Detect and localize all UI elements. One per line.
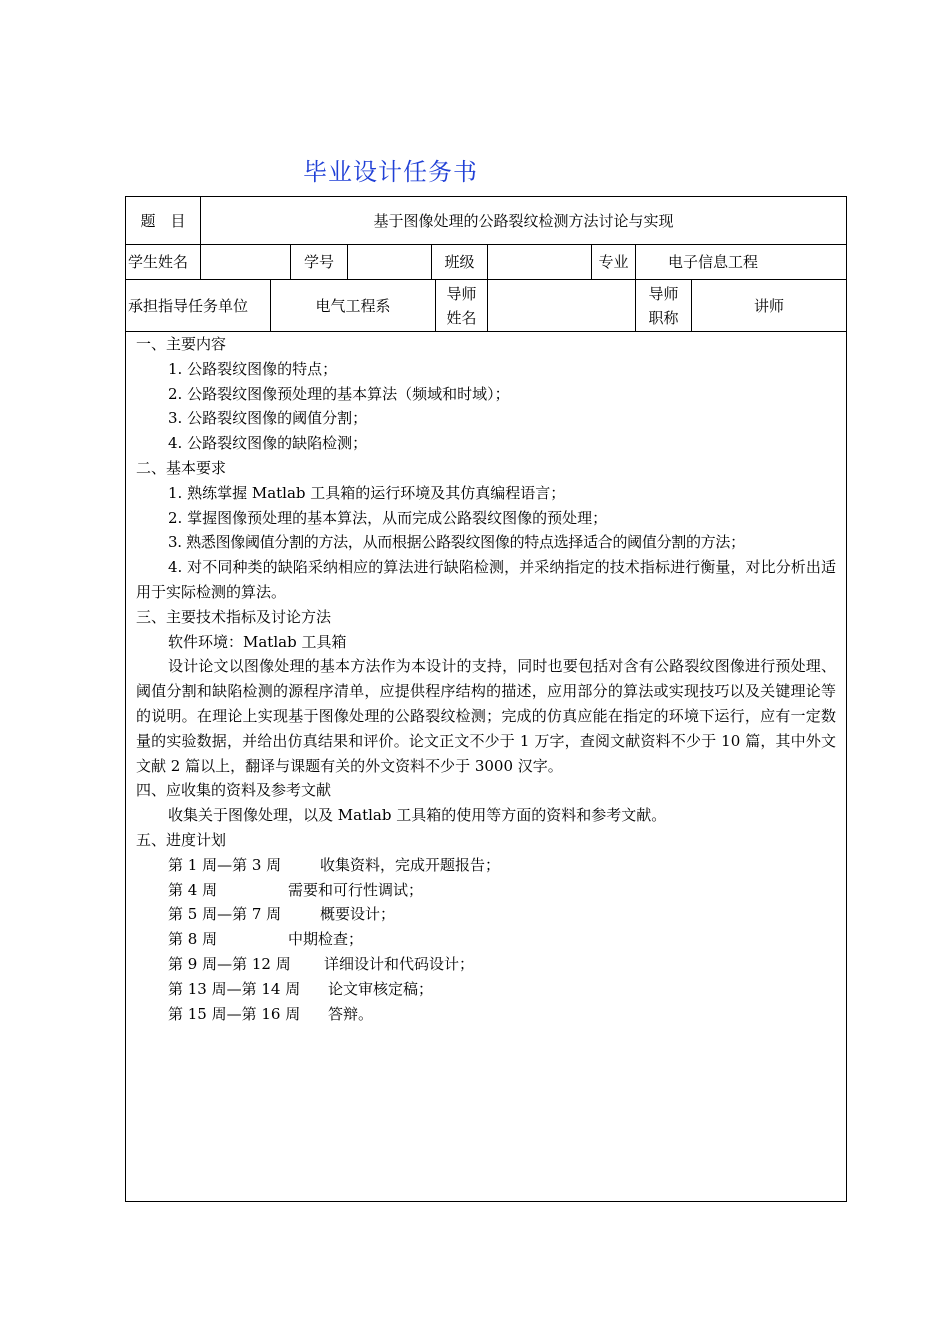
student-name-label: 学生姓名 (126, 245, 201, 279)
schedule-task: 答辩。 (328, 1004, 374, 1023)
schedule-row (136, 878, 836, 903)
schedule-row (136, 853, 836, 878)
section-heading: 三、主要技术指标及讨论方法 (136, 607, 332, 626)
schedule-week: 第 9 周—第 12 周 (168, 954, 291, 973)
student-id-value[interactable] (348, 245, 432, 279)
schedule-task: 中期检查； (288, 930, 364, 949)
list-item: 4. 对不同种类的缺陷采纳相应的算法进行缺陷检测，并采纳指定的技术指标进行衡量，对比分析出适用于实际检测的算法。 (136, 558, 836, 601)
advisor-title-value: 讲师 (753, 296, 784, 315)
list-item: 1. 熟练掌握 Matlab 工具箱的运行环境及其仿真编程语言； (168, 483, 566, 502)
section-heading: 五、进度计划 (136, 830, 227, 849)
schedule-week: 第 4 周 (168, 880, 218, 899)
references-text: 收集关于图像处理，以及 Matlab 工具箱的使用等方面的资料和参考文献。 (168, 806, 667, 825)
advisor-title-label: 导师 职称 (636, 280, 692, 331)
student-name-value[interactable] (201, 245, 291, 279)
advisor-name-label: 导师 姓名 (436, 280, 488, 331)
schedule-week: 第 8 周 (168, 930, 218, 949)
section-heading: 二、基本要求 (136, 458, 227, 477)
student-id-label: 学号 (291, 245, 348, 279)
list-item: 4. 公路裂纹图像的缺陷检测； (168, 434, 368, 453)
list-item: 3. 公路裂纹图像的阈值分割； (168, 409, 368, 428)
design-paragraph: 设计论文以图像处理的基本方法作为本设计的支持，同时也要包括对含有公路裂纹图像进行预处理、阈值分割和缺陷检测的源程序清单，应提供程序结构的描述，应用部分的算法或实现技巧以及关键理论等的说明。在理论上实现基于图像处理的公路裂纹检测；完成的仿真应能在指定的环境下运行，应有一定数量的实验数据，并给出仿真结果和评价。论文正文不少于 1 万字，查阅文献资料不少于 10 篇，其中外文文献 2 篇以上，翻译与课题有关的外文资料不少于 3000 汉字。 (136, 657, 836, 775)
task-content (126, 332, 846, 1201)
task-form-table (125, 196, 847, 1202)
schedule-row (136, 927, 836, 952)
schedule-week: 第 13 周—第 14 周 (168, 979, 301, 998)
software-environment: 软件环境：Matlab 工具箱 (168, 632, 347, 651)
schedule-task: 需要和可行性调试； (288, 880, 424, 899)
schedule-task: 概要设计； (320, 905, 396, 924)
section-heading: 四、应收集的资料及参考文献 (136, 781, 332, 800)
unit-value: 电气工程系 (271, 280, 436, 331)
section-heading: 一、主要内容 (136, 335, 227, 353)
topic-label: 题 目 (126, 197, 201, 244)
class-label: 班级 (432, 245, 488, 279)
schedule-row (136, 902, 836, 927)
schedule-week: 第 5 周—第 7 周 (168, 905, 282, 924)
schedule-row (136, 977, 836, 1002)
topic-row (126, 197, 846, 245)
student-row (126, 245, 846, 280)
unit-label: 承担指导任务单位 (126, 280, 271, 331)
list-item: 2. 掌握图像预处理的基本算法，从而完成公路裂纹图像的预处理； (168, 508, 608, 527)
topic-value: 基于图像处理的公路裂纹检测方法讨论与实现 (373, 211, 674, 230)
advisor-row (126, 280, 846, 332)
schedule-task: 收集资料，完成开题报告； (320, 855, 501, 874)
major-value: 电子信息工程 (668, 253, 759, 271)
list-item: 1. 公路裂纹图像的特点； (168, 359, 338, 378)
schedule-task: 论文审核定稿； (328, 979, 434, 998)
schedule-task: 详细设计和代码设计； (324, 954, 475, 973)
list-item: 3. 熟悉图像阈值分割的方法，从而根据公路裂纹图像的特点选择适合的阈值分割的方法； (168, 533, 745, 552)
major-label: 专业 (592, 245, 636, 279)
page-title: 毕业设计任务书 (303, 158, 478, 186)
schedule-week: 第 15 周—第 16 周 (168, 1004, 301, 1023)
class-value[interactable] (488, 245, 592, 279)
schedule-row (136, 952, 836, 977)
schedule-week: 第 1 周—第 3 周 (168, 855, 282, 874)
schedule-row (136, 1002, 836, 1027)
list-item: 2. 公路裂纹图像预处理的基本算法（频域和时域）； (168, 384, 510, 403)
advisor-name-value[interactable] (488, 280, 636, 331)
